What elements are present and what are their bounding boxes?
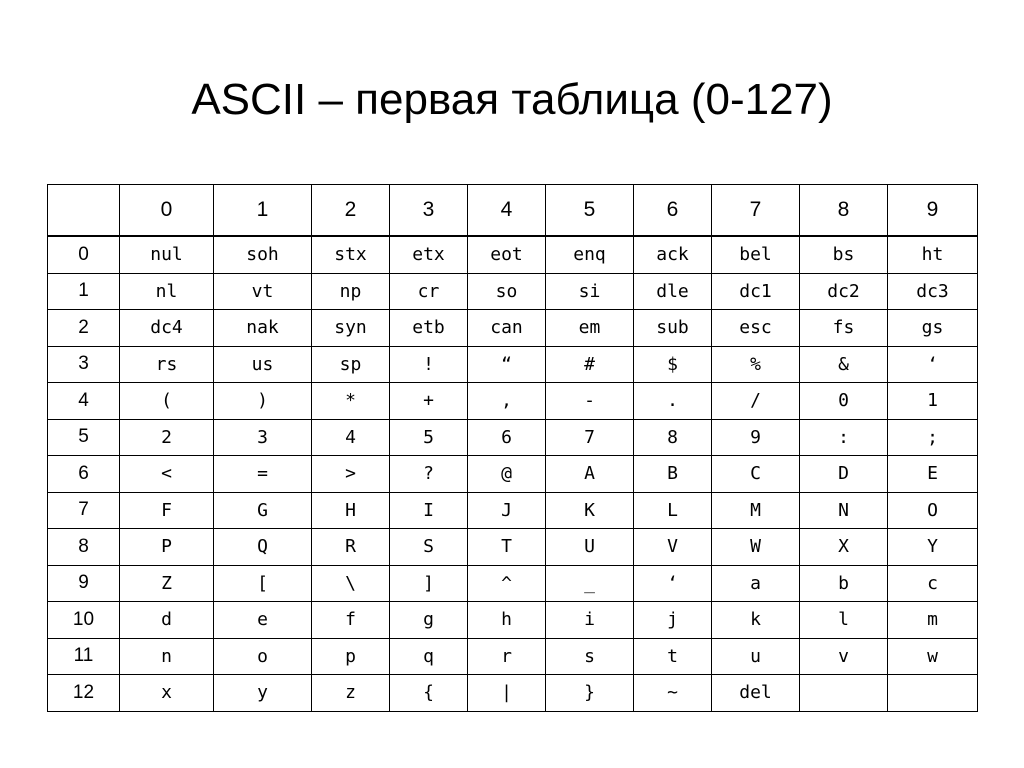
table-cell: dc4: [120, 310, 214, 347]
table-cell: [888, 675, 978, 712]
table-cell: U: [546, 529, 634, 566]
table-cell: nul: [120, 236, 214, 273]
table-cell: q: [390, 638, 468, 675]
column-header: 0: [120, 185, 214, 237]
table-cell: #: [546, 346, 634, 383]
table-cell: h: [468, 602, 546, 639]
table-cell: c: [888, 565, 978, 602]
table-cell: D: [800, 456, 888, 493]
table-cell: esc: [712, 310, 800, 347]
table-cell: w: [888, 638, 978, 675]
corner-cell: [48, 185, 120, 237]
row-header: 12: [48, 675, 120, 712]
table-cell: 3: [214, 419, 312, 456]
table-cell: Z: [120, 565, 214, 602]
table-cell: ,: [468, 383, 546, 420]
table-cell: $: [634, 346, 712, 383]
table-cell: x: [120, 675, 214, 712]
table-cell: Y: [888, 529, 978, 566]
table-cell: us: [214, 346, 312, 383]
table-cell: m: [888, 602, 978, 639]
table-cell: =: [214, 456, 312, 493]
table-cell: T: [468, 529, 546, 566]
page-title: ASCII – первая таблица (0-127): [191, 75, 833, 124]
table-cell: fs: [800, 310, 888, 347]
table-cell: W: [712, 529, 800, 566]
table-cell: Q: [214, 529, 312, 566]
table-cell: b: [800, 565, 888, 602]
table-cell: l: [800, 602, 888, 639]
table-cell: 5: [390, 419, 468, 456]
table-cell: <: [120, 456, 214, 493]
table-cell: ht: [888, 236, 978, 273]
table-cell: ‘: [888, 346, 978, 383]
table-cell: K: [546, 492, 634, 529]
table-cell: z: [312, 675, 390, 712]
table-cell: soh: [214, 236, 312, 273]
table-cell: F: [120, 492, 214, 529]
table-cell: s: [546, 638, 634, 675]
table-cell: %: [712, 346, 800, 383]
table-cell: 9: [712, 419, 800, 456]
table-cell: M: [712, 492, 800, 529]
table-cell: {: [390, 675, 468, 712]
table-cell: etx: [390, 236, 468, 273]
table-row: [48, 529, 978, 566]
table-cell: H: [312, 492, 390, 529]
table-cell: dle: [634, 273, 712, 310]
table-cell: _: [546, 565, 634, 602]
column-header: 1: [214, 185, 312, 237]
column-header: 9: [888, 185, 978, 237]
table-cell: np: [312, 273, 390, 310]
row-header: 1: [48, 273, 120, 310]
table-row: [48, 565, 978, 602]
table-cell: “: [468, 346, 546, 383]
table-row: [48, 638, 978, 675]
table-cell: y: [214, 675, 312, 712]
table-row: [48, 419, 978, 456]
table-cell: 0: [800, 383, 888, 420]
table-cell: si: [546, 273, 634, 310]
table-cell: f: [312, 602, 390, 639]
table-cell: sub: [634, 310, 712, 347]
table-cell: stx: [312, 236, 390, 273]
table-row: [48, 383, 978, 420]
table-cell: gs: [888, 310, 978, 347]
table-cell: |: [468, 675, 546, 712]
table-cell: 6: [468, 419, 546, 456]
row-header: 8: [48, 529, 120, 566]
row-header: 10: [48, 602, 120, 639]
table-cell: J: [468, 492, 546, 529]
table-cell: X: [800, 529, 888, 566]
row-header: 7: [48, 492, 120, 529]
table-row: [48, 273, 978, 310]
table-row: [48, 456, 978, 493]
table-cell: o: [214, 638, 312, 675]
column-header: 4: [468, 185, 546, 237]
table-cell: ?: [390, 456, 468, 493]
table-cell: ;: [888, 419, 978, 456]
table-cell: I: [390, 492, 468, 529]
table-cell: G: [214, 492, 312, 529]
table-cell: >: [312, 456, 390, 493]
table-body: [48, 236, 978, 711]
table-cell: bs: [800, 236, 888, 273]
table-row: [48, 236, 978, 273]
table-cell: P: [120, 529, 214, 566]
table-cell: ‘: [634, 565, 712, 602]
table-cell: vt: [214, 273, 312, 310]
column-header: 2: [312, 185, 390, 237]
table-cell: so: [468, 273, 546, 310]
table-cell: eot: [468, 236, 546, 273]
row-header: 5: [48, 419, 120, 456]
table-cell: syn: [312, 310, 390, 347]
column-header: 5: [546, 185, 634, 237]
table-cell: S: [390, 529, 468, 566]
table-cell: &: [800, 346, 888, 383]
table-cell: v: [800, 638, 888, 675]
table-cell: can: [468, 310, 546, 347]
table-cell: 7: [546, 419, 634, 456]
table-cell: nak: [214, 310, 312, 347]
table-cell: O: [888, 492, 978, 529]
row-header: 9: [48, 565, 120, 602]
table-cell: dc1: [712, 273, 800, 310]
table-cell: B: [634, 456, 712, 493]
table-cell: 4: [312, 419, 390, 456]
table-cell: [: [214, 565, 312, 602]
table-cell: [800, 675, 888, 712]
table-cell: r: [468, 638, 546, 675]
table-cell: k: [712, 602, 800, 639]
table-cell: *: [312, 383, 390, 420]
table-cell: -: [546, 383, 634, 420]
table-row: [48, 346, 978, 383]
table-row: [48, 310, 978, 347]
table-cell: d: [120, 602, 214, 639]
table-cell: E: [888, 456, 978, 493]
table-cell: dc2: [800, 273, 888, 310]
table-cell: }: [546, 675, 634, 712]
table-cell: !: [390, 346, 468, 383]
table-cell: .: [634, 383, 712, 420]
table-cell: ack: [634, 236, 712, 273]
row-header: 2: [48, 310, 120, 347]
table-cell: 1: [888, 383, 978, 420]
table-cell: rs: [120, 346, 214, 383]
table-cell: \: [312, 565, 390, 602]
table-cell: sp: [312, 346, 390, 383]
table-cell: g: [390, 602, 468, 639]
table-cell: 2: [120, 419, 214, 456]
table-cell: nl: [120, 273, 214, 310]
table-cell: C: [712, 456, 800, 493]
table-cell: R: [312, 529, 390, 566]
table-cell: dc3: [888, 273, 978, 310]
row-header: 6: [48, 456, 120, 493]
column-header: 8: [800, 185, 888, 237]
table-cell: ): [214, 383, 312, 420]
column-header: 6: [634, 185, 712, 237]
table-cell: ]: [390, 565, 468, 602]
table-cell: N: [800, 492, 888, 529]
table-cell: V: [634, 529, 712, 566]
table-cell: /: [712, 383, 800, 420]
table-cell: L: [634, 492, 712, 529]
table-row: [48, 602, 978, 639]
table-cell: enq: [546, 236, 634, 273]
table-header-row: [48, 185, 978, 237]
table-cell: A: [546, 456, 634, 493]
table-cell: del: [712, 675, 800, 712]
table-row: [48, 492, 978, 529]
row-header: 4: [48, 383, 120, 420]
table-cell: ~: [634, 675, 712, 712]
row-header: 0: [48, 236, 120, 273]
table-cell: u: [712, 638, 800, 675]
table-cell: +: [390, 383, 468, 420]
table-cell: a: [712, 565, 800, 602]
table-cell: i: [546, 602, 634, 639]
table-cell: 8: [634, 419, 712, 456]
table-cell: bel: [712, 236, 800, 273]
table-cell: p: [312, 638, 390, 675]
table-cell: @: [468, 456, 546, 493]
table-cell: etb: [390, 310, 468, 347]
table-cell: n: [120, 638, 214, 675]
table-cell: em: [546, 310, 634, 347]
table-cell: ^: [468, 565, 546, 602]
table-cell: (: [120, 383, 214, 420]
table-cell: e: [214, 602, 312, 639]
column-header: 3: [390, 185, 468, 237]
row-header: 3: [48, 346, 120, 383]
table-cell: :: [800, 419, 888, 456]
table-cell: j: [634, 602, 712, 639]
column-header: 7: [712, 185, 800, 237]
table-cell: cr: [390, 273, 468, 310]
row-header: 11: [48, 638, 120, 675]
table-row: [48, 675, 978, 712]
ascii-table: [47, 184, 978, 712]
table-cell: t: [634, 638, 712, 675]
